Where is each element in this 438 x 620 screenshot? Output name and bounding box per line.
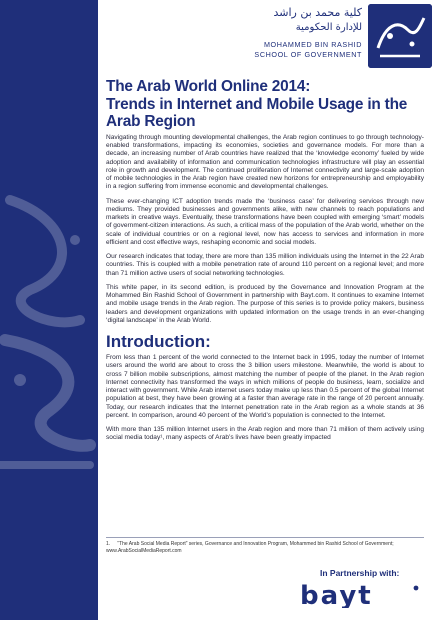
- title-line2: Trends in Internet and Mobile Usage in the Arab Region: [106, 95, 408, 131]
- body-paragraph: Our research indicates that today, there are more than 135 million individuals using the Internet in the 22 Arab countries. This is coupled with a mobile penetration rate of around 110 percent on a regional level; and more than 71 million active users of social networking technologies.: [106, 253, 424, 277]
- footnote-text: “The Arab Social Media Report” series, Governance and Innovation Program, Mohammed bin Rashid School of Government; www.ArabSocialMediaReport.com: [106, 541, 394, 554]
- logo-en-line1: MOHAMMED BIN RASHID: [263, 40, 362, 49]
- body-paragraph: These ever-changing ICT adoption trends made the ‘business case’ for delivering services through new mediums. They provided businesses and governments alike, with new channels to reach populations and markets in creative ways. Eventually, these transformations have been coupled with emerging ‘smart’ models of government-citizen interactions. As such, a critical mass of the population of the Arab world, whether on the scale of individual countries or on a regional level, now has access to services and information in more efficient and cost effective ways, reshaping economic and social models.: [106, 197, 424, 246]
- main-content: [106, 78, 424, 443]
- partner-block: [280, 568, 430, 613]
- intro-paragraph: With more than 135 million Internet users in the Arab region and more than 71 million of them actively using social media today¹, many aspects of Arab’s lives have been greatly impacted: [106, 426, 424, 442]
- bayt-logo-text: bayt: [300, 582, 373, 608]
- introduction-body: [106, 354, 424, 443]
- calligraphy-watermark: [0, 180, 98, 480]
- body-paragraph: Navigating through mounting developmental challenges, the Arab region continues to go through technology-enabled transformations, impacting its economies, societies and governance models. For more than a decade, an increasing number of Arab countries have realized that the ‘knowledge economy’ fueled by wide adoption and availability of information and communication technologies infrastructure will play an essential role in growth and development. The continued proliferation of Internet connectivity and large-scale adoption of mobile technologies in the Arab region have created new horizons for entrepreneurship and employability in a region suffering from immense economic and developmental challenges.: [106, 133, 424, 191]
- logo-en-line2: SCHOOL OF GOVERNMENT: [254, 50, 362, 59]
- footnote: [106, 541, 424, 554]
- bayt-logo-icon: [298, 582, 422, 608]
- logo-arabic-line1: كلية محمد بن راشد: [273, 6, 362, 19]
- page-title: [106, 78, 424, 131]
- intro-paragraph: From less than 1 percent of the world connected to the Internet back in 1995, today the number of Internet users around the world are about to cross the 3 billion users milestone. Meanwhile, the world is about to cross 7 billion mobile subscriptions, almost matching the number of people of the planet. In the Arab region Internet connectivity has transformed the ways in which millions of people do business, learn, socialize and interact with government. While Arab internet users today make up less than 0.5 percent of the global Internet population at best, they have been growing at a faster than average rate in the range of 20 percent annually. Today, our research indicates that the Internet penetration rate in the Arab region as a whole stands at 36 percent. In comparison, around 40 percent of the World’s population is connected to the Internet.: [106, 354, 424, 419]
- title-line1: The Arab World Online 2014:: [106, 78, 311, 95]
- left-brand-sidebar: [0, 0, 98, 620]
- body-paragraph: This white paper, in its second edition, is produced by the Governance and Innovation Program at the Mohammed Bin Rashid School of Government in partnership with Bayt.com. It continues to examine Internet and mobile usage trends in the Arab region. The purpose of this series is to provide policy makers, business leaders and development organizations with updated information on the usage trends in an ever-changing ‘digital landscape’ in the Arab World.: [106, 283, 424, 324]
- partner-label: In Partnership with:: [320, 568, 400, 578]
- introduction-heading: Introduction:: [106, 332, 211, 352]
- school-logo: [98, 0, 438, 75]
- school-seal-icon: [368, 4, 432, 68]
- logo-english-name: [242, 40, 362, 60]
- footnote-divider: [106, 537, 424, 538]
- footnote-number: 1.: [106, 541, 111, 547]
- logo-arabic-line2: للإدارة الحكومية: [295, 22, 362, 33]
